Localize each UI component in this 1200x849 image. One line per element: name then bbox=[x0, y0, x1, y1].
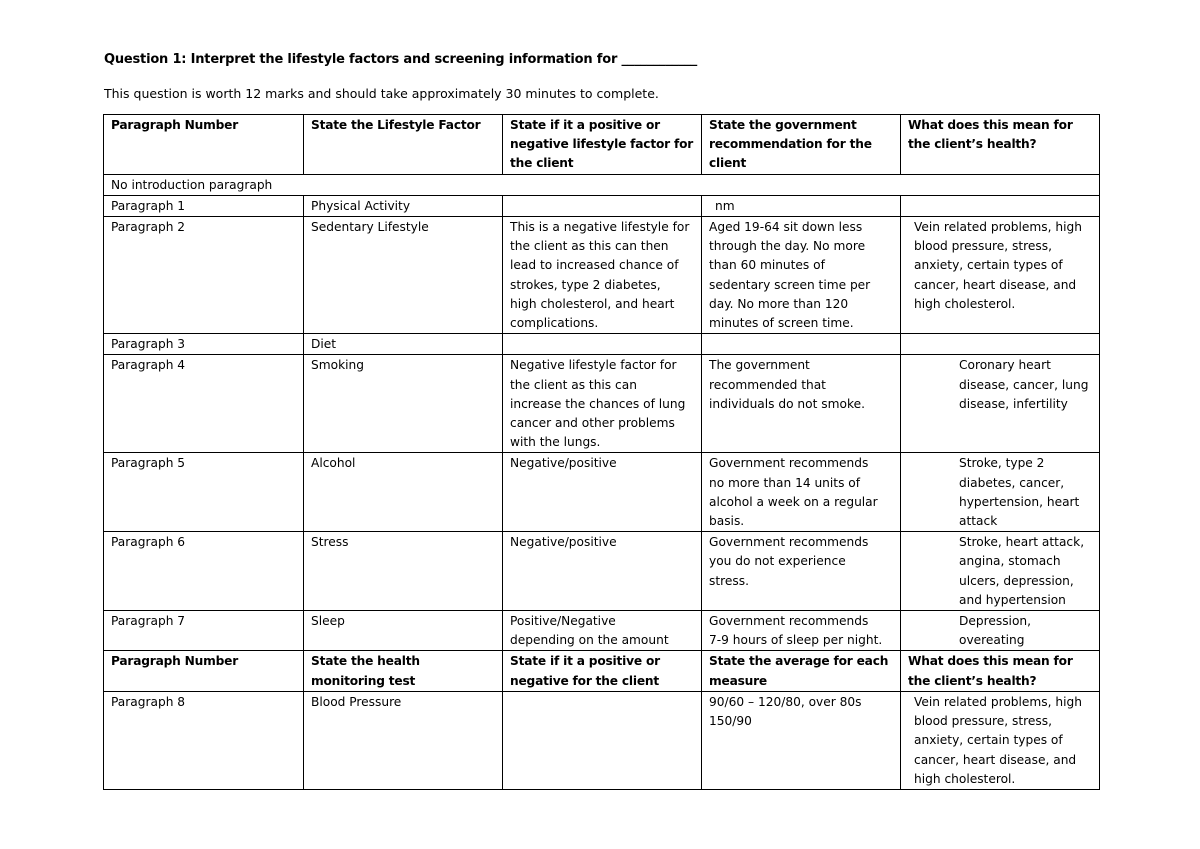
meaning-cell: Depression, overeating bbox=[901, 611, 1100, 651]
table-row bbox=[104, 532, 1100, 611]
header-cell: Paragraph Number bbox=[104, 115, 304, 175]
factor-cell: Smoking bbox=[304, 355, 503, 453]
header-cell: What does this mean for the client’s health? bbox=[901, 651, 1100, 691]
recommendation-cell: Government recommends no more than 14 units of alcohol a week on a regular basis. bbox=[702, 453, 901, 532]
factor-cell: Sleep bbox=[304, 611, 503, 651]
header-cell: State if it a positive or negative for the client bbox=[503, 651, 702, 691]
recommendation-cell: Government recommends you do not experience stress. bbox=[702, 532, 901, 611]
header-cell: What does this mean for the client’s health? bbox=[901, 115, 1100, 175]
table-header-row bbox=[104, 651, 1100, 691]
question-title: Question 1: Interpret the lifestyle factors and screening information for ____________ bbox=[104, 52, 698, 67]
recommendation-cell: nm bbox=[702, 195, 901, 216]
test-cell: Blood Pressure bbox=[304, 691, 503, 789]
header-cell: State the average for each measure bbox=[702, 651, 901, 691]
factor-cell: Physical Activity bbox=[304, 195, 503, 216]
pos-neg-cell bbox=[503, 334, 702, 355]
table-row bbox=[104, 691, 1100, 789]
recommendation-cell bbox=[702, 334, 901, 355]
intro-cell: No introduction paragraph bbox=[104, 174, 1100, 195]
table-header-row bbox=[104, 115, 1100, 175]
lifestyle-factors-table bbox=[103, 114, 1100, 790]
table-row bbox=[104, 195, 1100, 216]
table-row bbox=[104, 611, 1100, 651]
factor-cell: Sedentary Lifestyle bbox=[304, 217, 503, 334]
recommendation-cell: The government recommended that individuals do not smoke. bbox=[702, 355, 901, 453]
paragraph-cell: Paragraph 7 bbox=[104, 611, 304, 651]
paragraph-cell: Paragraph 2 bbox=[104, 217, 304, 334]
paragraph-cell: Paragraph 3 bbox=[104, 334, 304, 355]
meaning-cell: Stroke, type 2 diabetes, cancer, hypertension, heart attack bbox=[901, 453, 1100, 532]
meaning-cell: Vein related problems, high blood pressure, stress, anxiety, certain types of cancer, heart disease, and high cholesterol. bbox=[901, 691, 1100, 789]
table-row bbox=[104, 217, 1100, 334]
pos-neg-cell: Negative lifestyle factor for the client as this can increase the chances of lung cancer and other problems with the lungs. bbox=[503, 355, 702, 453]
meaning-cell bbox=[901, 195, 1100, 216]
pos-neg-cell: Negative/positive bbox=[503, 453, 702, 532]
paragraph-cell: Paragraph 8 bbox=[104, 691, 304, 789]
factor-cell: Alcohol bbox=[304, 453, 503, 532]
recommendation-cell: Government recommends 7-9 hours of sleep per night. bbox=[702, 611, 901, 651]
header-cell: State if it a positive or negative lifestyle factor for the client bbox=[503, 115, 702, 175]
factor-cell: Stress bbox=[304, 532, 503, 611]
pos-neg-cell: This is a negative lifestyle for the client as this can then lead to increased chance of strokes, type 2 diabetes, high cholesterol, and heart complications. bbox=[503, 217, 702, 334]
meaning-cell bbox=[901, 334, 1100, 355]
question-instructions: This question is worth 12 marks and should take approximately 30 minutes to complete. bbox=[104, 86, 659, 101]
pos-neg-cell bbox=[503, 691, 702, 789]
average-cell: 90/60 – 120/80, over 80s 150/90 bbox=[702, 691, 901, 789]
factor-cell: Diet bbox=[304, 334, 503, 355]
meaning-cell: Vein related problems, high blood pressure, stress, anxiety, certain types of cancer, heart disease, and high cholesterol. bbox=[901, 217, 1100, 334]
intro-row bbox=[104, 174, 1100, 195]
pos-neg-cell: Positive/Negative depending on the amount bbox=[503, 611, 702, 651]
pos-neg-cell: Negative/positive bbox=[503, 532, 702, 611]
table-row bbox=[104, 334, 1100, 355]
meaning-cell: Stroke, heart attack, angina, stomach ulcers, depression, and hypertension bbox=[901, 532, 1100, 611]
meaning-cell: Coronary heart disease, cancer, lung disease, infertility bbox=[901, 355, 1100, 453]
paragraph-cell: Paragraph 5 bbox=[104, 453, 304, 532]
header-cell: State the Lifestyle Factor bbox=[304, 115, 503, 175]
header-cell: State the health monitoring test bbox=[304, 651, 503, 691]
header-cell: Paragraph Number bbox=[104, 651, 304, 691]
paragraph-cell: Paragraph 1 bbox=[104, 195, 304, 216]
table-row bbox=[104, 355, 1100, 453]
paragraph-cell: Paragraph 4 bbox=[104, 355, 304, 453]
pos-neg-cell bbox=[503, 195, 702, 216]
header-cell: State the government recommendation for the client bbox=[702, 115, 901, 175]
table-row bbox=[104, 453, 1100, 532]
paragraph-cell: Paragraph 6 bbox=[104, 532, 304, 611]
recommendation-cell: Aged 19-64 sit down less through the day. No more than 60 minutes of sedentary screen time per day. No more than 120 minutes of screen time. bbox=[702, 217, 901, 334]
